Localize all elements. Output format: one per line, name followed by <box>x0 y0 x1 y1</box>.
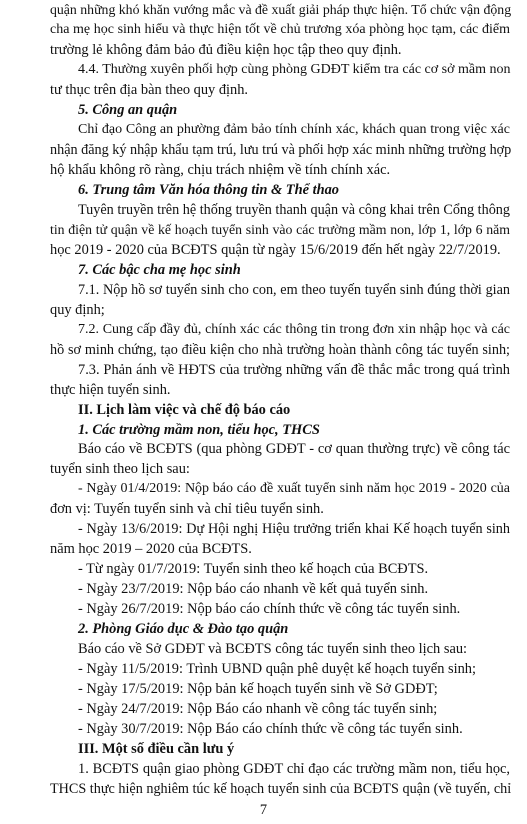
body-text-line: - Ngày 30/7/2019: Nộp Báo cáo chính thức về công tác tuyển sinh. <box>78 721 463 738</box>
body-text-line: quy định; <box>50 301 105 318</box>
section-heading: 6. Trung tâm Văn hóa thông tin & Thể thao <box>78 181 339 198</box>
body-text-line: 7.1. Nộp hồ sơ tuyển sinh cho con, em theo tuyến tuyển sinh đúng thời gian <box>78 281 510 298</box>
body-text-line: cha mẹ học sinh hiểu và thực hiện tốt về chủ trương xóa phòng học tạm, các điểm <box>50 22 510 37</box>
body-text-line: - Ngày 01/4/2019: Nộp báo cáo đề xuất tuyển sinh năm học 2019 - 2020 của <box>78 481 510 497</box>
body-text-line: - Ngày 13/6/2019: Dự Hội nghị Hiệu trưởng triển khai Kế hoạch tuyển sinh <box>78 521 510 538</box>
body-text-line: nhận đăng ký nhập khẩu tạm trú, lưu trú và phối hợp xác minh những trường hợp <box>50 141 512 158</box>
body-text-line: trường lẻ không đảm bảo đủ điều kiện học tập theo quy định. <box>50 41 402 58</box>
body-text-line: tuyển sinh theo lịch sau: <box>50 461 190 478</box>
body-text-line: Tuyên truyền trên hệ thống truyền thanh quận và công khai trên Cổng thông <box>78 201 510 218</box>
body-text-line: - Ngày 11/5/2019: Trình UBND quận phê duyệt kế hoạch tuyển sinh; <box>78 661 476 678</box>
section-heading: 7. Các bậc cha mẹ học sinh <box>78 261 241 278</box>
body-text-line: 1. BCĐTS quận giao phòng GDĐT chỉ đạo các trường mầm non, tiểu học, <box>78 761 510 777</box>
body-text-line: tư thục trên địa bàn theo quy định. <box>50 81 249 98</box>
body-text-line: đơn vị: Tuyến tuyển sinh và chỉ tiêu tuyển sinh. <box>50 501 324 518</box>
page-number: 7 <box>259 802 268 818</box>
body-text-line: Báo cáo về BCĐTS (qua phòng GDĐT - cơ quan thường trực) về công tác <box>78 441 510 458</box>
body-text-line: tin điện tử quận về kế hoạch tuyển sinh vào các trường mầm non, lớp 1, lớp 6 năm <box>50 221 510 237</box>
body-text-line: - Ngày 26/7/2019: Nộp báo cáo chính thức về công tác tuyển sinh. <box>78 601 461 618</box>
section-heading: II. Lịch làm việc và chế độ báo cáo <box>78 401 291 418</box>
body-text-line: THCS thực hiện nghiêm túc kế hoạch tuyển sinh của BCĐTS quận (về tuyến, chỉ <box>50 781 512 797</box>
section-heading: 5. Công an quận <box>78 101 178 118</box>
section-heading: 1. Các trường mầm non, tiểu học, THCS <box>78 421 320 438</box>
section-heading: III. Một số điều cần lưu ý <box>78 741 235 758</box>
body-text-line: Báo cáo về Sở GDĐT và BCĐTS công tác tuyển sinh theo lịch sau: <box>78 641 468 658</box>
body-text-line: - Ngày 24/7/2019: Nộp Báo cáo nhanh về công tác tuyển sinh; <box>78 701 438 718</box>
body-text-line: năm học 2019 – 2020 của BCĐTS. <box>50 541 252 558</box>
body-text-line: 7.2. Cung cấp đầy đủ, chính xác các thông tin trong đơn xin nhập học và các <box>78 321 510 337</box>
body-text-line: - Từ ngày 01/7/2019: Tuyển sinh theo kế hoạch của BCĐTS. <box>78 561 429 578</box>
body-text-line: - Ngày 23/7/2019: Nộp báo cáo nhanh về kết quả tuyển sinh. <box>78 581 429 598</box>
body-text-line: quận những khó khăn vướng mắc và đề xuất giải pháp thực hiện. Tổ chức vận động <box>50 2 512 17</box>
body-text-line: - Ngày 17/5/2019: Nộp bản kế hoạch tuyển sinh về Sở GDĐT; <box>78 681 438 698</box>
body-text-line: thực hiện tuyển sinh. <box>50 381 171 398</box>
body-text-line: hộ khẩu không rõ ràng, chịu trách nhiệm về tính chính xác. <box>50 161 391 178</box>
section-heading: 2. Phòng Giáo dục & Đào tạo quận <box>78 621 289 638</box>
body-text-line: 7.3. Phản ánh về HĐTS của trường những vấn đề thắc mắc trong quá trình <box>78 361 510 378</box>
body-text-line: học 2019 - 2020 của BCĐTS quận từ ngày 15/6/2019 đến hết ngày 22/7/2019. <box>50 241 501 258</box>
body-text-line: 4.4. Thường xuyên phối hợp cùng phòng GDĐT kiểm tra các cơ sở mầm non <box>78 61 511 77</box>
body-text-line: Chỉ đạo Công an phường đảm bảo tính chính xác, khách quan trong việc xác <box>78 121 510 137</box>
body-text-line: hồ sơ minh chứng, tạo điều kiện cho nhà trường hoàn thành công tác tuyển sinh; <box>50 341 510 358</box>
